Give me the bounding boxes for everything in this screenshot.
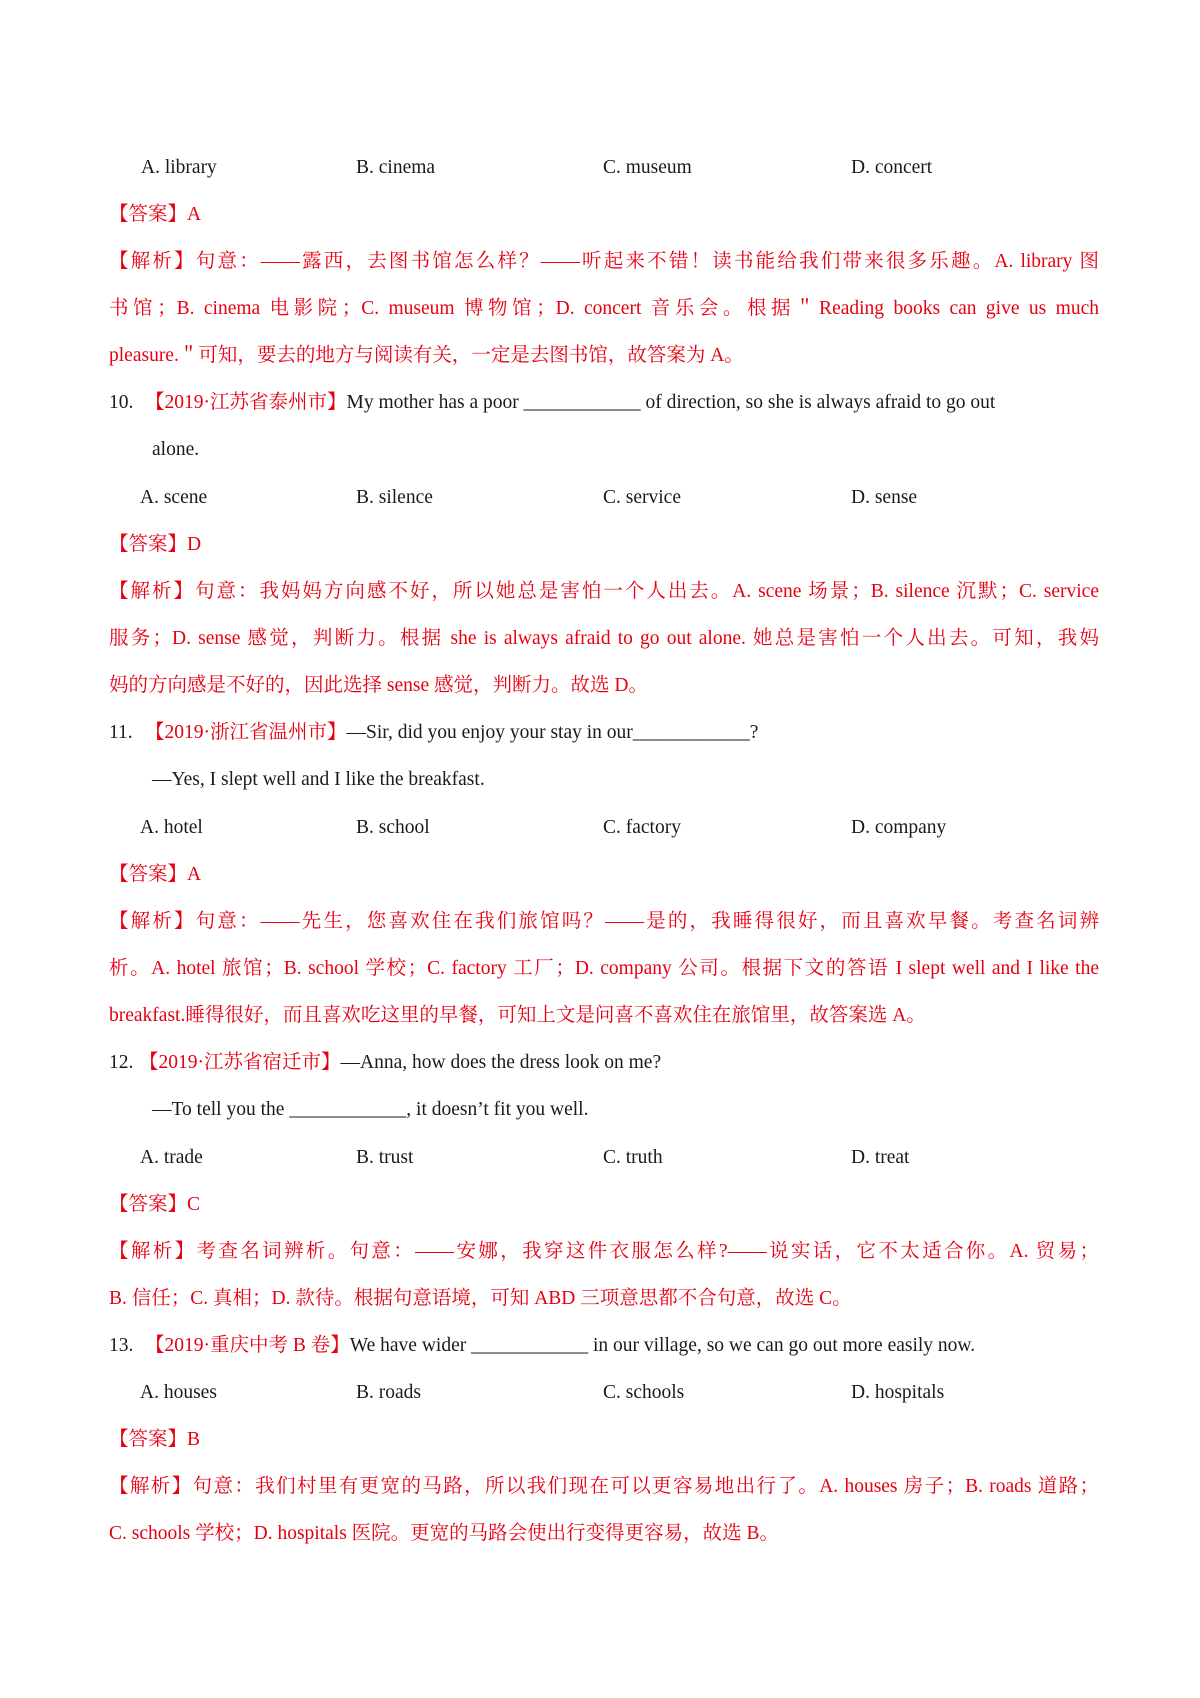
analysis-text: breakfast.睡得很好，而且喜欢吃这里的早餐，可知上文是问喜不喜欢住在旅馆里，故答案选 A。 xyxy=(109,1005,926,1026)
option-b: B. cinema xyxy=(356,157,436,178)
q12-options xyxy=(0,1135,1200,1181)
q11-options xyxy=(0,805,1200,851)
q9-analysis-line-3 xyxy=(0,333,1200,379)
question-stem-continued: —Yes, I slept well and I like the breakfast. xyxy=(152,769,485,790)
option-a: A. houses xyxy=(140,1382,217,1403)
option-d: D. sense xyxy=(851,487,918,508)
q13-analysis-line-2 xyxy=(0,1511,1200,1557)
answer-label: 【答案】C xyxy=(109,1194,201,1215)
option-c: C. service xyxy=(603,487,681,508)
option-d: D. hospitals xyxy=(851,1382,945,1403)
q9-answer-line xyxy=(0,192,1200,238)
q13-options xyxy=(0,1370,1200,1416)
option-b: B. school xyxy=(356,817,430,838)
question-source: 【2019·江苏省宿迁市】 xyxy=(139,1052,341,1073)
q9-analysis-line-1 xyxy=(0,239,1200,285)
question-number: 10. xyxy=(109,392,134,413)
q11-stem-cont xyxy=(0,757,1200,803)
analysis-text: 【解析】考查名词辨析。句意：——安娜，我穿这件衣服怎么样?——说实话，它不太适合你。A. 贸易； xyxy=(109,1241,1099,1262)
option-d: D. treat xyxy=(851,1147,910,1168)
q11-analysis-line-1 xyxy=(0,899,1200,945)
q10-analysis-line-2 xyxy=(0,616,1200,662)
analysis-text: 服务；D. sense 感觉，判断力。根据 she is always afraid to go out alone. 她总是害怕一个人出去。可知，我妈 xyxy=(109,628,1099,649)
analysis-text: 书馆；B. cinema 电影院；C. museum 博物馆；D. concert 音乐会。根据＂Reading books can give us much xyxy=(109,298,1099,319)
option-c: C. factory xyxy=(603,817,681,838)
q13-analysis-line-1 xyxy=(0,1464,1200,1510)
question-number: 11. xyxy=(109,722,133,743)
q11-answer-line xyxy=(0,852,1200,898)
option-d: D. concert xyxy=(851,157,933,178)
q12-analysis-line-2 xyxy=(0,1276,1200,1322)
question-number: 12. xyxy=(109,1052,134,1073)
q10-stem-cont xyxy=(0,427,1200,473)
option-c: C. museum xyxy=(603,157,692,178)
option-a: A. library xyxy=(141,157,217,178)
answer-label: 【答案】A xyxy=(109,204,202,225)
question-stem: My mother has a poor ____________ of direction, so she is always afraid to go out xyxy=(346,392,996,413)
q10-options xyxy=(0,475,1200,521)
analysis-text: 析。A. hotel 旅馆；B. school 学校；C. factory 工厂；D. company 公司。根据下文的答语 I slept well and I like the xyxy=(109,958,1099,979)
question-stem-continued: alone. xyxy=(152,439,200,460)
q11-stem-line xyxy=(0,710,1200,756)
question-source: 【2019·重庆中考 B 卷】 xyxy=(145,1335,350,1356)
analysis-text: C. schools 学校；D. hospitals 医院。更宽的马路会使出行变得更容易，故选 B。 xyxy=(109,1523,780,1544)
q13-answer-line xyxy=(0,1417,1200,1463)
question-stem: —Anna, how does the dress look on me? xyxy=(340,1052,662,1073)
q11-analysis-line-3 xyxy=(0,993,1200,1039)
q13-stem-line xyxy=(0,1323,1200,1369)
question-stem: —Sir, did you enjoy your stay in our____________? xyxy=(346,722,759,743)
option-d: D. company xyxy=(851,817,947,838)
question-number: 13. xyxy=(109,1335,134,1356)
q10-answer-line xyxy=(0,522,1200,568)
q10-analysis-line-1 xyxy=(0,569,1200,615)
analysis-text: 【解析】句意：——先生，您喜欢住在我们旅馆吗？——是的，我睡得很好，而且喜欢早餐。考查名词辨 xyxy=(109,911,1099,932)
analysis-text: pleasure.＂可知，要去的地方与阅读有关，一定是去图书馆，故答案为 A。 xyxy=(109,345,744,366)
question-stem-continued: —To tell you the ____________, it doesn’t fit you well. xyxy=(152,1099,589,1120)
q9-options xyxy=(0,145,1200,191)
analysis-text: 【解析】句意：——露西，去图书馆怎么样？——听起来不错！读书能给我们带来很多乐趣。A. library 图 xyxy=(109,251,1099,272)
analysis-text: 妈的方向感是不好的，因此选择 sense 感觉，判断力。故选 D。 xyxy=(109,675,648,696)
q12-stem-cont xyxy=(0,1087,1200,1133)
answer-label: 【答案】A xyxy=(109,864,202,885)
q11-analysis-line-2 xyxy=(0,946,1200,992)
answer-label: 【答案】D xyxy=(109,534,202,555)
analysis-text: 【解析】句意：我妈妈方向感不好，所以她总是害怕一个人出去。A. scene 场景；B. silence 沉默；C. service xyxy=(109,581,1099,602)
q10-stem-line xyxy=(0,380,1200,426)
option-a: A. scene xyxy=(140,487,208,508)
q12-stem-line xyxy=(0,1040,1200,1086)
question-source: 【2019·浙江省温州市】 xyxy=(145,722,347,743)
option-c: C. truth xyxy=(603,1147,663,1168)
answer-label: 【答案】B xyxy=(109,1429,201,1450)
option-a: A. trade xyxy=(140,1147,203,1168)
option-b: B. silence xyxy=(356,487,433,508)
option-c: C. schools xyxy=(603,1382,685,1403)
q12-analysis-line-1 xyxy=(0,1229,1200,1275)
q9-analysis-line-2 xyxy=(0,286,1200,332)
option-a: A. hotel xyxy=(140,817,203,838)
option-b: B. trust xyxy=(356,1147,414,1168)
analysis-text: 【解析】句意：我们村里有更宽的马路，所以我们现在可以更容易地出行了。A. houses 房子；B. roads 道路； xyxy=(109,1476,1099,1497)
option-b: B. roads xyxy=(356,1382,421,1403)
q12-answer-line xyxy=(0,1182,1200,1228)
question-source: 【2019·江苏省泰州市】 xyxy=(145,392,347,413)
q10-analysis-line-3 xyxy=(0,663,1200,709)
question-stem: We have wider ____________ in our village, so we can go out more easily now. xyxy=(349,1335,976,1356)
analysis-text: B. 信任；C. 真相；D. 款待。根据句意语境，可知 ABD 三项意思都不合句意，故选 C。 xyxy=(109,1288,852,1309)
